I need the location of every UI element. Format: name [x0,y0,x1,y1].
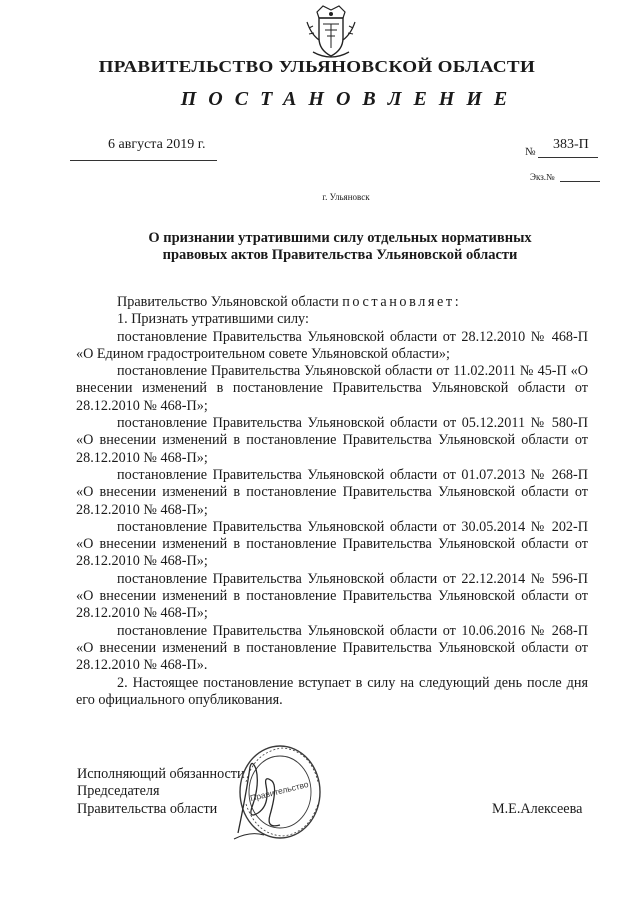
document-body [76,294,588,709]
intro-verb: постановляет [342,294,455,310]
document-subject [120,230,560,264]
handwritten-signature-icon [230,755,290,845]
repealed-item: постановление Правительства Ульяновской области от 22.12.2014 № 596-П «О внесении изменений в постановление Правительства Ульяновской области от 28.12.2010 № 468-П»; [76,570,588,622]
point-1: 1. Признать утратившими силу: [117,311,309,328]
document-kind-title: ПОСТАНОВЛЕНИЕ [180,88,520,110]
repealed-item: постановление Правительства Ульяновской области от 01.07.2013 № 268-П «О внесении изменений в постановление Правительства Ульяновской области от 28.12.2010 № 468-П»; [76,466,588,518]
subject-line: О признании утратившими силу отдельных нормативных [148,230,532,246]
document-date: 6 августа 2019 г. [108,137,206,152]
repealed-item: постановление Правительства Ульяновской области от 30.05.2014 № 202-П «О внесении изменений в постановление Правительства Ульяновской области от 28.12.2010 № 468-П»; [76,518,588,570]
repealed-item: постановление Правительства Ульяновской области от 11.02.2011 № 45-П «О внесении изменений в постановление Правительства Ульяновской области от 28.12.2010 № 468-П»; [76,363,588,414]
number-underline [538,157,598,158]
intro-end: : [454,294,459,310]
signatory-name: М.Е.Алексеева [492,801,583,817]
document-city: г. Ульяновск [322,192,370,202]
coat-of-arms-icon [303,4,359,62]
role-line: Исполняющий обязанности [77,766,245,782]
role-line: Правительства области [77,800,218,817]
subject-line: правовых актов Правительства Ульяновской области [162,247,518,263]
document-number: 383-П [553,137,589,152]
government-title: ПРАВИТЕЛЬСТВО УЛЬЯНОВСКОЙ ОБЛАСТИ [98,57,536,76]
repealed-item: постановление Правительства Ульяновской области от 28.12.2010 № 468-П «О Едином градостроительном совете Ульяновской области»; [76,328,588,362]
repealed-item: постановление Правительства Ульяновской области от 05.12.2011 № 580-П «О внесении изменений в постановление Правительства Ульяновской области от 28.12.2010 № 468-П»; [76,415,588,466]
intro-lead: Правительство Ульяновской области [117,294,343,310]
intro-paragraph [76,294,588,311]
repealed-item: постановление Правительства Ульяновской области от 10.06.2016 № 268-П «О внесении изменений в постановление Правительства Ульяновской области от 28.12.2010 № 468-П». [76,622,588,674]
signatory-role [77,766,245,818]
point-2: 2. Настоящее постановление вступает в силу на следующий день после дня его официального опубликования. [76,674,588,708]
copy-number-label: Экз.№ [530,172,555,182]
role-line: Председателя [77,783,160,800]
date-underline [70,160,217,161]
number-sign: № [525,146,536,158]
copy-number-underline [560,181,600,182]
seal-text: Правительство [249,779,310,804]
